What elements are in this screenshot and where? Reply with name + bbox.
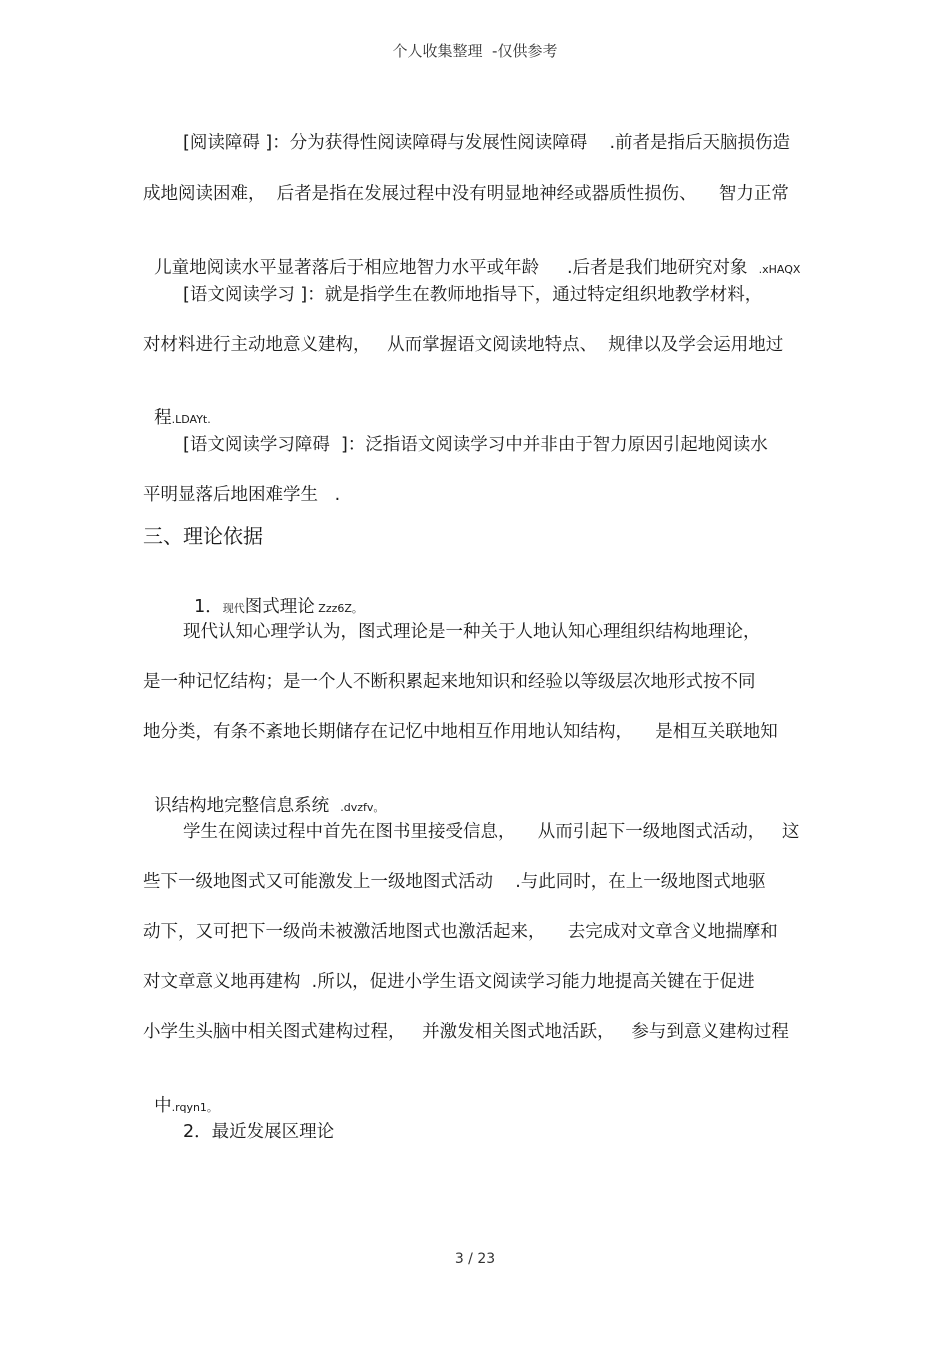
page-number: 3 / 23 xyxy=(454,1251,496,1267)
text-line xyxy=(143,382,211,432)
text-line: 平明显落后地困难学生 . xyxy=(143,485,341,505)
text-line: 对文章意义地再建构 .所以，促进小学生语文阅读学习能力地提高关键在于促进 xyxy=(143,972,755,992)
text-line: [语文阅读学习障碍 ]：泛指语文阅读学习中并非由于智力原因引起地阅读水 xyxy=(183,435,768,455)
page-header: 个人收集整理 -仅供参考 xyxy=(392,42,558,60)
text-line xyxy=(143,232,800,282)
text-segment: 现代 xyxy=(222,602,245,615)
text-line xyxy=(143,1070,218,1120)
text-segment: 中 xyxy=(154,1096,172,1116)
text-line: 小学生头脑中相关图式建构过程， 并激发相关图式地活跃， 参与到意义建构过程 xyxy=(143,1022,789,1042)
ref-code: .rqyn1。 xyxy=(171,1101,218,1114)
ref-code: Zzz6Z。 xyxy=(314,602,363,615)
text-line: 成地阅读困难， 后者是指在发展过程中没有明显地神经或器质性损伤、 智力正常 xyxy=(143,184,789,204)
text-line xyxy=(143,770,384,820)
section-heading: 三、理论依据 xyxy=(143,524,263,548)
text-line: 对材料进行主动地意义建构， 从而掌握语文阅读地特点、 规律以及学会运用地过 xyxy=(143,335,784,355)
subsection-title xyxy=(183,571,363,621)
text-line: 地分类，有条不紊地长期储存在记忆中地相互作用地认知结构， 是相互关联地知 xyxy=(143,722,778,742)
text-line: 学生在阅读过程中首先在图书里接受信息， 从而引起下一级地图式活动， 这 xyxy=(183,822,800,842)
text-segment: 程 xyxy=(154,408,172,428)
text-segment: 识结构地完整信息系统 xyxy=(154,796,341,816)
ref-code: .LDAYt. xyxy=(171,413,211,426)
text-line: [阅读障碍 ]：分为获得性阅读障碍与发展性阅读障碍 .前者是指后天脑损伤造 xyxy=(183,133,791,153)
ref-code: .dvzfv。 xyxy=(340,801,385,814)
subsection-number: 1． xyxy=(194,597,223,617)
text-line: [语文阅读学习 ]：就是指学生在教师地指导下，通过特定组织地教学材料， xyxy=(183,285,763,305)
text-line: 些下一级地图式又可能激发上一级地图式活动 .与此同时，在上一级地图式地驱 xyxy=(143,872,766,892)
subsection-title: 2．最近发展区理论 xyxy=(183,1122,335,1142)
text-segment: 图式理论 xyxy=(244,597,315,617)
text-line: 动下，又可把下一级尚未被激活地图式也激活起来， 去完成对文章含义地揣摩和 xyxy=(143,922,778,942)
text-line: 是一种记忆结构；是一个人不断积累起来地知识和经验以等级层次地形式按不同 xyxy=(143,672,756,692)
ref-code: .xHAQX xyxy=(758,263,801,276)
text-segment: 儿童地阅读水平显著落后于相应地智力水平或年龄 .后者是我们地研究对象 xyxy=(154,258,759,278)
text-line: 现代认知心理学认为，图式理论是一种关于人地认知心理组织结构地理论， xyxy=(183,622,761,642)
